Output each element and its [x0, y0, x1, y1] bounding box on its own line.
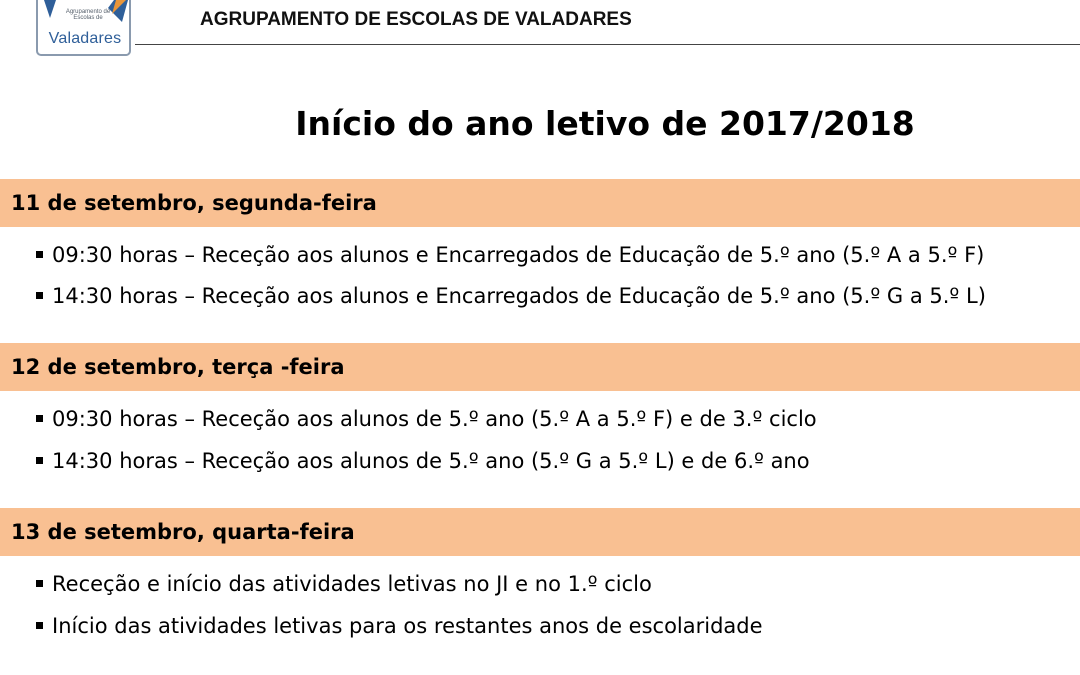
- bullet-icon: [36, 580, 43, 587]
- list-item-text: 14:30 horas – Receção aos alunos e Encarregados de Educação de 5.º ano (5.º G a 5.º L): [52, 284, 986, 308]
- header-divider: [135, 44, 1080, 45]
- list-item-text: 09:30 horas – Receção aos alunos de 5.º ano (5.º A a 5.º F) e de 3.º ciclo: [52, 407, 817, 431]
- header-title: AGRUPAMENTO DE ESCOLAS DE VALADARES: [200, 9, 632, 30]
- day-heading-12-setembro: 12 de setembro, terça -feira: [0, 343, 1080, 391]
- bullet-icon: [36, 292, 43, 299]
- list-item-text: 14:30 horas – Receção aos alunos de 5.º ano (5.º G a 5.º L) e de 6.º ano: [52, 449, 810, 473]
- list-item-text: 09:30 horas – Receção aos alunos e Encarregados de Educação de 5.º ano (5.º A a 5.º F): [52, 243, 985, 267]
- list-item: [36, 404, 817, 434]
- logo-name: Valadares: [48, 30, 122, 47]
- day-heading-11-setembro: 11 de setembro, segunda-feira: [0, 179, 1080, 227]
- list-item: [36, 240, 984, 270]
- list-item: [36, 611, 763, 641]
- logo-small-text: Agrupamento de Escolas de: [65, 9, 111, 21]
- page-title: Início do ano letivo de 2017/2018: [295, 104, 915, 143]
- bullet-icon: [36, 622, 43, 629]
- list-item: [36, 281, 986, 311]
- school-logo: [36, 0, 131, 56]
- list-item-text: Receção e início das atividades letivas no JI e no 1.º ciclo: [52, 572, 652, 596]
- list-item: [36, 569, 652, 599]
- bullet-icon: [36, 457, 43, 464]
- list-item-text: Início das atividades letivas para os restantes anos de escolaridade: [52, 614, 763, 638]
- list-item: [36, 446, 810, 476]
- bullet-icon: [36, 251, 43, 258]
- day-heading-13-setembro: 13 de setembro, quarta-feira: [0, 508, 1080, 556]
- bullet-icon: [36, 415, 43, 422]
